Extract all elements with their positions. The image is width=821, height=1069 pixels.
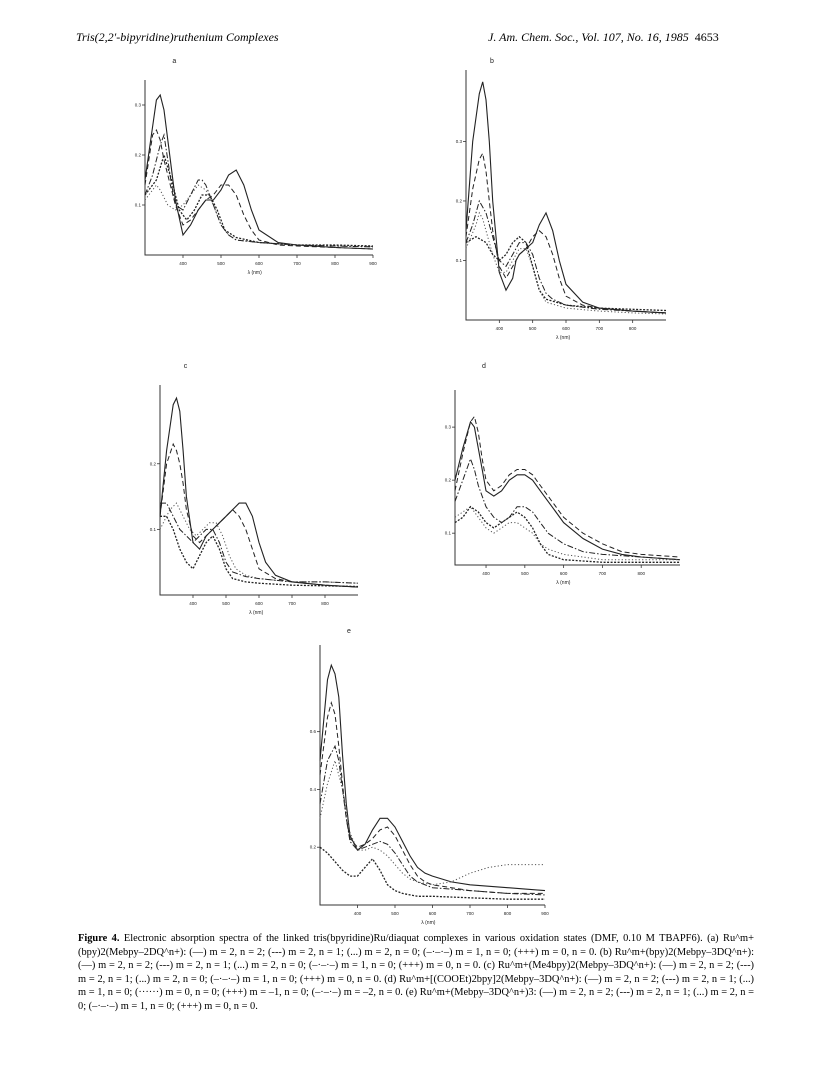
panel-letter: d	[482, 363, 486, 370]
y-tick-label: 0.2	[149, 461, 156, 467]
spectrum-trace-solid	[145, 95, 373, 249]
running-head-left: Tris(2,2′-bipyridine)ruthenium Complexes	[76, 30, 279, 44]
spectrum-panel-e	[305, 625, 555, 926]
page-number: 4653	[694, 30, 719, 44]
spectrum-trace-solid	[466, 82, 666, 313]
x-tick-label: 800	[637, 571, 645, 576]
x-axis-label: λ (nm)	[249, 610, 264, 616]
spectrum-panel-d	[430, 360, 690, 595]
x-tick-label: 400	[495, 326, 504, 331]
x-tick-label: 500	[528, 326, 537, 331]
x-axis-label: λ (nm)	[556, 335, 571, 341]
spectrum-panel-c	[142, 360, 372, 635]
x-tick-label: 800	[503, 911, 512, 916]
x-tick-label: 800	[628, 326, 637, 331]
spectrum-trace-cross	[455, 507, 680, 563]
spectrum-panel-b	[450, 55, 710, 350]
spectrum-panel-a	[122, 55, 382, 320]
x-tick-label: 400	[482, 571, 490, 576]
y-tick-label: 0.1	[149, 526, 156, 532]
y-tick-label: 0.4	[309, 786, 316, 792]
x-tick-label: 600	[255, 601, 263, 606]
y-tick-label: 0.1	[134, 202, 141, 208]
x-axis-label: λ (nm)	[556, 580, 571, 586]
figure-label: Figure 4.	[78, 933, 120, 944]
caption-text: Electronic absorption spectra of the linked tris(bpyridine)Ru/diaquat complexes in various oxidation states (DMF, 0.10 M TBAPF6). (a) Ru^m+(bpy)2(Mebpy–2DQ^n+): (—) m = 2, n = 2; (---) m = 2, n = 1; (...) m = 2, n = 0; (–·–·–) m = 1, n = 0; (+++) m = 0, n = 0. (b) Ru^m+(bpy)2(Mebpy–3DQ^n+): (—) m = 2, n = 2; (---) m = 2, n = 1; (...) m = 2, n = 0; (–·–·–) m = 1, n = 0; (+++) m = 0, n = 0. (c) Ru^m+(Me4bpy)2(Mebpy–3DQ^n+): (—) m = 2, n = 2; (---) m = 2, n = 1; (...) m = 2, n = 0; (–·–·–) m = 1, n = 0; (+++) m = 0, n = 0. (d) Ru^m+[(COOEt)2bpy]2(Mebpy–3DQ^n+): (—) m = 2, n = 2; (---) m = 2, n = 1; (...) m = 1, n = 0; (······) m = 0, n = 0; (+++) m = –1, n = 0; (–·–·–) m = –2, n = 0. (e) Ru^m+(Mebpy–3DQ^n+)3: (—) m = 2, n = 2; (---) m = 2, n = 1; (...) m = 2, n = 0; (–·–·–) m = 1, n = 0; (+++) m = 0, n = 0.	[78, 933, 754, 1012]
x-tick-label: 400	[179, 261, 187, 266]
panel-letter: c	[183, 363, 188, 370]
x-tick-label: 500	[217, 261, 225, 266]
axis-lines	[160, 385, 358, 595]
x-tick-label: 800	[321, 601, 329, 606]
x-tick-label: 400	[189, 601, 197, 606]
spectrum-trace-cross	[320, 847, 545, 899]
y-tick-label: 0.3	[134, 102, 141, 108]
running-head-right	[488, 30, 719, 45]
spectrum-trace-dashdot	[320, 746, 545, 895]
panel-letter: b	[490, 58, 494, 65]
x-tick-label: 600	[562, 326, 570, 331]
x-tick-label: 800	[331, 261, 339, 266]
x-tick-label: 700	[598, 571, 607, 576]
panel-letter: e	[347, 628, 351, 635]
spectrum-trace-dot	[320, 761, 545, 885]
spectrum-trace-dash	[145, 130, 373, 249]
spectrum-trace-solid	[320, 665, 545, 890]
x-tick-label: 900	[369, 261, 377, 266]
panel-letter: a	[172, 58, 177, 65]
y-tick-label: 0.1	[444, 530, 451, 536]
spectrum-trace-solid	[160, 398, 358, 587]
x-axis-label: λ (nm)	[421, 920, 436, 926]
x-tick-label: 400	[353, 911, 362, 916]
y-tick-label: 0.1	[455, 257, 462, 263]
x-tick-label: 600	[255, 261, 263, 266]
figure-caption	[78, 932, 754, 1014]
journal-citation: J. Am. Chem. Soc., Vol. 107, No. 16, 1985	[488, 30, 689, 44]
x-tick-label: 700	[466, 911, 474, 916]
x-tick-label: 500	[521, 571, 529, 576]
y-tick-label: 0.3	[444, 424, 451, 430]
spectrum-trace-solid	[455, 422, 680, 560]
x-tick-label: 700	[595, 326, 604, 331]
y-tick-label: 0.2	[455, 198, 462, 204]
x-tick-label: 500	[391, 911, 399, 916]
x-tick-label: 900	[541, 911, 549, 916]
spectrum-trace-dot	[455, 507, 680, 560]
spectrum-trace-dash	[455, 417, 680, 558]
y-tick-label: 0.2	[309, 844, 316, 850]
axis-lines	[455, 390, 680, 565]
x-tick-label: 700	[288, 601, 296, 606]
y-tick-label: 0.6	[309, 729, 316, 735]
x-tick-label: 500	[222, 601, 230, 606]
x-tick-label: 700	[293, 261, 301, 266]
y-tick-label: 0.3	[455, 138, 462, 144]
y-tick-label: 0.2	[444, 477, 451, 483]
y-tick-label: 0.2	[134, 152, 141, 158]
x-tick-label: 600	[559, 571, 568, 576]
spectrum-trace-cross	[145, 155, 373, 246]
spectrum-trace-dashdot	[455, 459, 680, 560]
x-axis-label: λ (nm)	[247, 270, 262, 276]
axis-lines	[320, 645, 545, 905]
spectrum-trace-dot	[466, 213, 666, 314]
x-tick-label: 600	[428, 911, 437, 916]
spectrum-trace-cross	[160, 516, 358, 586]
